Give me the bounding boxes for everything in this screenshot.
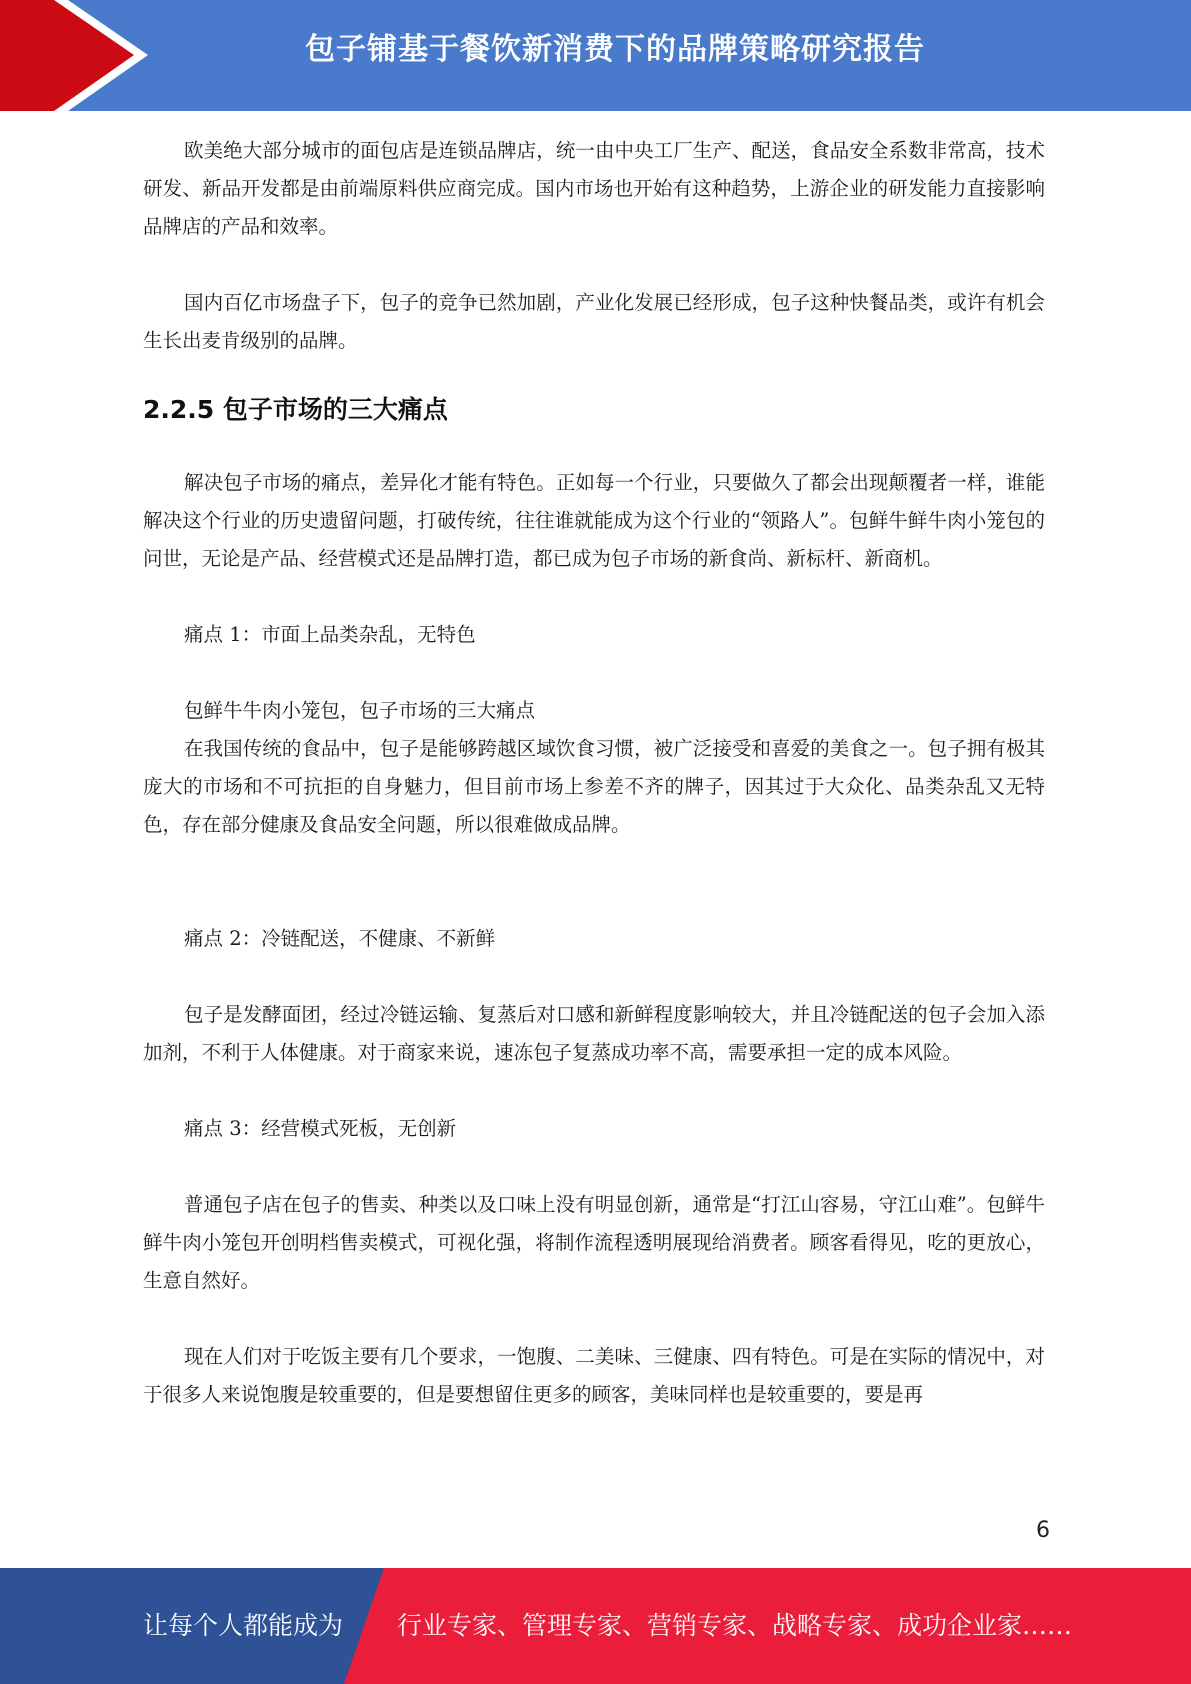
footer-slogan-right: 行业专家、管理专家、营销专家、战略专家、成功企业家…… — [397, 1611, 1073, 1640]
paragraph-2: 国内百亿市场盘子下，包子的竞争已然加剧，产业化发展已经形成，包子这种快餐品类，或许有机会生长出麦肯级别的品牌。 — [143, 291, 1045, 352]
paragraph-1: 欧美绝大部分城市的面包店是连锁品牌店，统一由中央工厂生产、配送，食品安全系数非常高，技术研发、新品开发都是由前端原料供应商完成。国内市场也开始有这种趋势，上游企业的研发能力直接影响品牌店的产品和效率。 — [143, 139, 1045, 238]
page-number: 6 — [1036, 1518, 1050, 1543]
pain-point-2-label: 痛点 2：冷链配送，不健康、不新鲜 — [184, 927, 496, 950]
paragraph-4: 在我国传统的食品中，包子是能够跨越区域饮食习惯，被广泛接受和喜爱的美食之一。包子拥有极其庞大的市场和不可抗拒的自身魅力，但目前市场上参差不齐的牌子，因其过于大众化、品类杂乱又无特色，存在部分健康及食品安全问题，所以很难做成品牌。 — [143, 737, 1045, 836]
paragraph-7: 现在人们对于吃饭主要有几个要求，一饱腹、二美味、三健康、四有特色。可是在实际的情况中，对于很多人来说饱腹是较重要的，但是要想留住更多的顾客，美味同样也是较重要的，要是再 — [143, 1345, 1045, 1406]
section-heading: 2.2.5 包子市场的三大痛点 — [143, 395, 448, 424]
paragraph-3: 解决包子市场的痛点，差异化才能有特色。正如每一个行业，只要做久了都会出现颠覆者一样，谁能解决这个行业的历史遗留问题，打破传统，往往谁就能成为这个行业的“领路人”。包鲜牛鲜牛肉小笼包的问世，无论是产品、经营模式还是品牌打造，都已成为包子市场的新食尚、新标杆、新商机。 — [143, 471, 1045, 570]
paragraph-5: 包子是发酵面团，经过冷链运输、复蒸后对口感和新鲜程度影响较大，并且冷链配送的包子会加入添加剂，不利于人体健康。对于商家来说，速冻包子复蒸成功率不高，需要承担一定的成本风险。 — [143, 1003, 1045, 1064]
page-header — [0, 0, 1191, 111]
pain-point-1-label: 痛点 1：市面上品类杂乱，无特色 — [184, 623, 476, 646]
document-body — [143, 132, 1045, 1414]
pain-point-3-label: 痛点 3：经营模式死板，无创新 — [184, 1117, 457, 1140]
report-title: 包子铺基于餐饮新消费下的品牌策略研究报告 — [305, 32, 925, 67]
paragraph-4-title: 包鲜牛牛肉小笼包，包子市场的三大痛点 — [184, 699, 536, 722]
page-footer — [0, 1568, 1191, 1684]
paragraph-6: 普通包子店在包子的售卖、种类以及口味上没有明显创新，通常是“打江山容易，守江山难”。包鲜牛鲜牛肉小笼包开创明档售卖模式，可视化强，将制作流程透明展现给消费者。顾客看得见，吃的更放心，生意自然好。 — [143, 1193, 1045, 1292]
footer-slogan-left: 让每个人都能成为 — [143, 1611, 344, 1640]
